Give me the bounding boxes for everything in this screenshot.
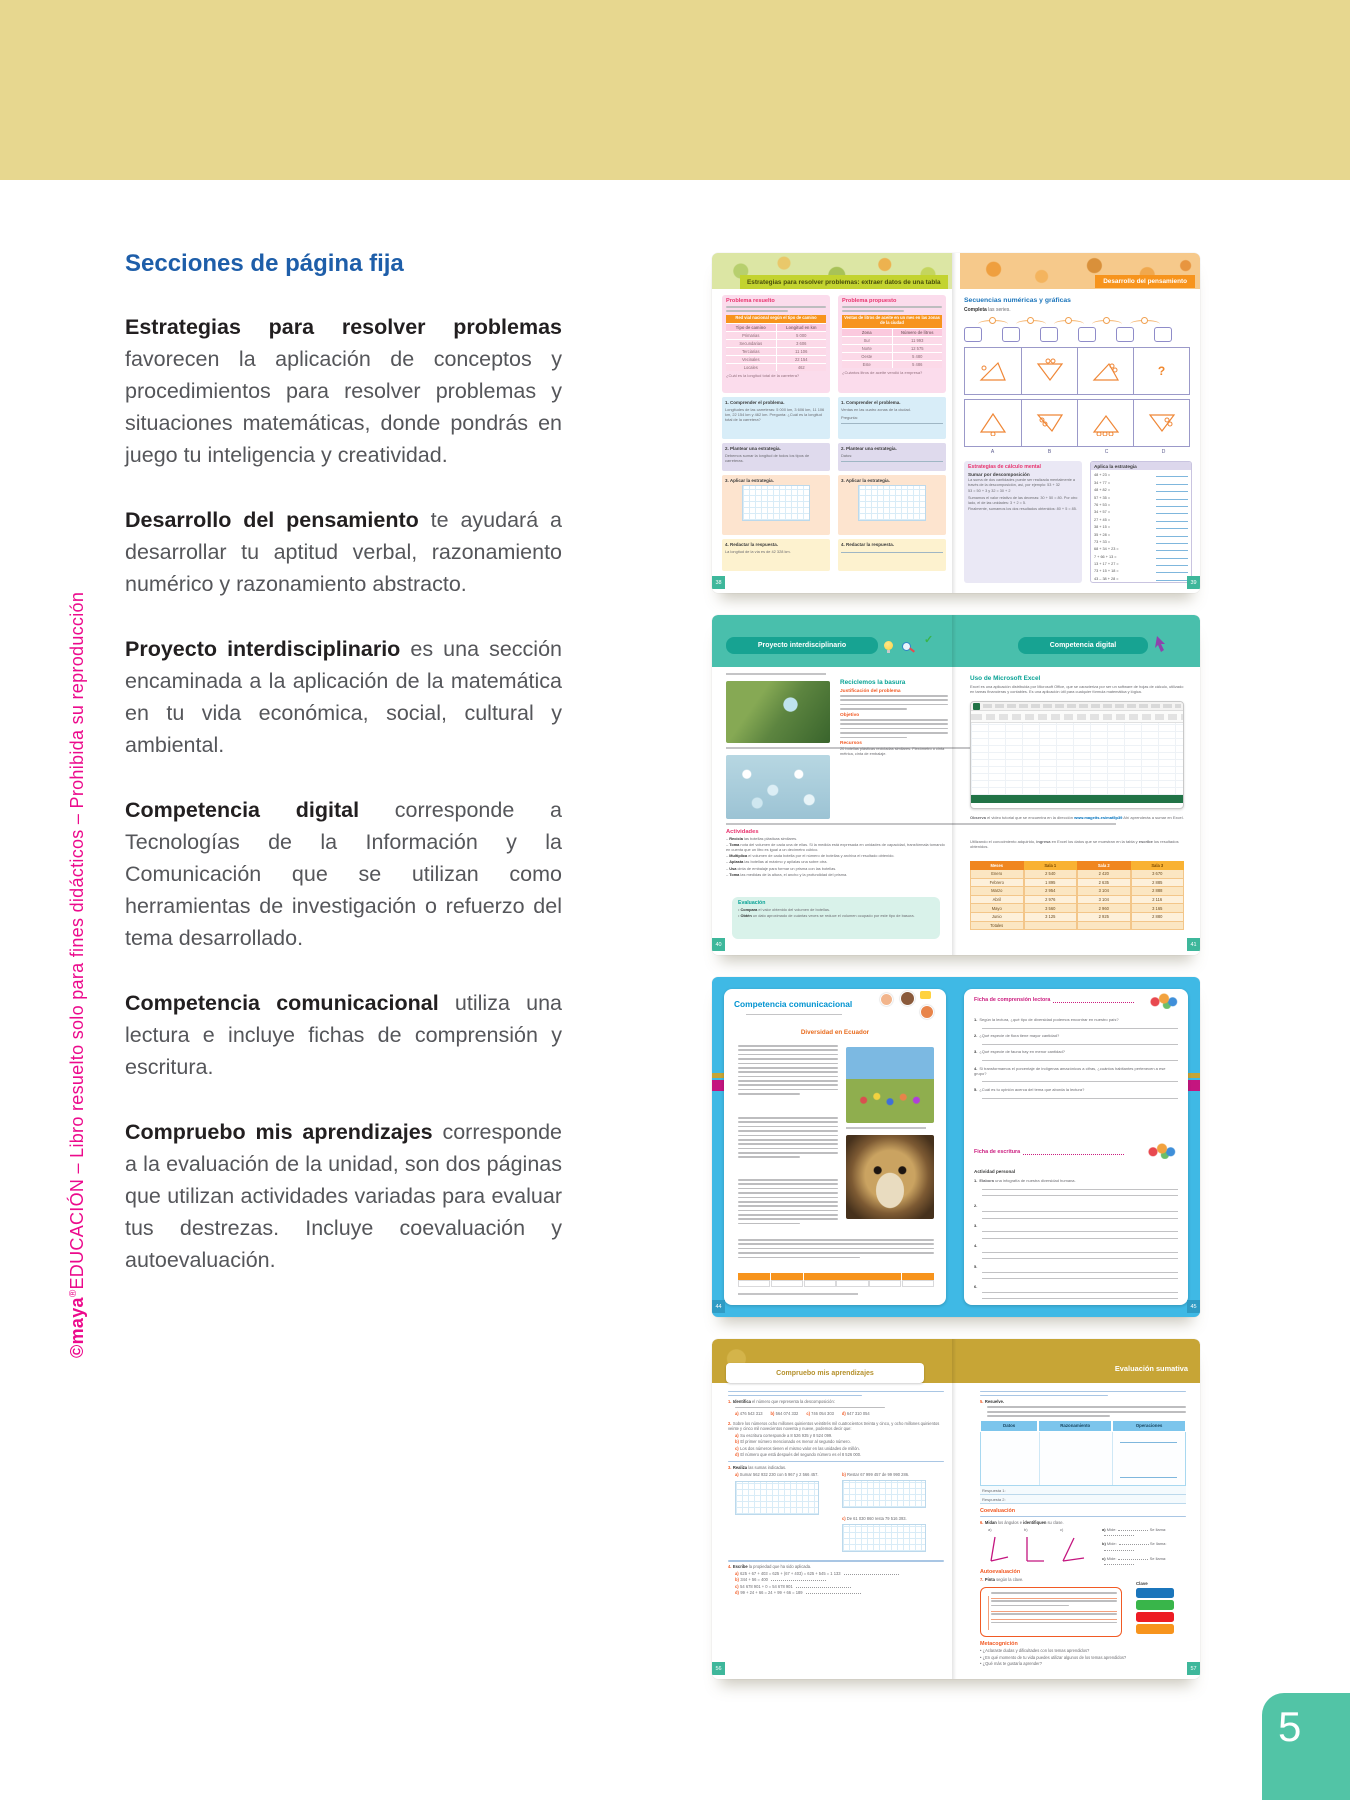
property-item: a) 625 + 67 + 403 = 625 + (67 + 403) = 625 + 545 = 1 133 bbox=[735, 1571, 944, 1577]
ficha-comprension-heading: Ficha de comprensión lectora bbox=[974, 997, 1134, 1003]
triangle-icon bbox=[1091, 410, 1121, 436]
intro-lines bbox=[726, 306, 826, 312]
activity-item: – Toma nota del volumen de cada una de ellas. Si la medida está expresada en unidades de capacidad, transfórmala tomando en cuenta que un litro es igual a un decímetro cúbico. bbox=[726, 842, 945, 853]
writing-item: 4. bbox=[974, 1243, 1178, 1259]
writing-item: 6. bbox=[974, 1284, 1178, 1300]
comprehension-question: 2. ¿Qué especie de flora tiene mayor cantidad? bbox=[974, 1033, 1178, 1045]
exercise-4: 4. Escribe la propiedad que ha sido aplicada. a) 625 + 67 + 403 = 625 + (67 + 403) = 625 + 545 = 1 133 b) 344 + 56 = 400 c) 54 678 901 + 0 = 54 678 901 d) 99 + 24 + 66 = 24 + 99 + 66 = 189 bbox=[728, 1564, 944, 1596]
triangle-icon bbox=[1147, 410, 1177, 436]
exercise-3: 3. Realiza las sumas indicadas. a) Sumar 562 932 230 con 5 967 y 2 566 457. b) Restar 67 999 457 de 99 990 286. c) De 61 030 860 resta 79 516 393. bbox=[728, 1465, 944, 1559]
triangle-icon bbox=[1035, 358, 1065, 384]
section-title: Secciones de página fija bbox=[125, 250, 404, 277]
calculation-grid bbox=[742, 485, 810, 521]
proyecto-label: Proyecto interdisciplinario bbox=[726, 637, 878, 654]
problema-propuesto-panel bbox=[838, 295, 946, 393]
avatar bbox=[880, 993, 893, 1006]
step1-box: 1. Comprender el problema. Ventas en las cuatro zonas de la ciudad. Pregunta: bbox=[838, 397, 946, 439]
exercise-6: 6. Midan los ángulos e identifiquen su clase. a) b) c) a) Mide: Se llama: b) Mide: Se llama: c) Mide: Se llama: bbox=[980, 1520, 1186, 1570]
ex3-item-c: c) De 61 030 860 resta 79 516 393. bbox=[842, 1516, 942, 1552]
calculation-grid bbox=[735, 1481, 819, 1515]
writing-item: 5. bbox=[974, 1264, 1178, 1280]
competencia-digital-label: Competencia digital bbox=[1018, 637, 1148, 654]
page-number-tab: 45 bbox=[1187, 1300, 1200, 1313]
table-row: Enero 2 540 2 420 3 670 bbox=[970, 870, 1184, 879]
actividad-personal-heading: Actividad personal bbox=[974, 1169, 1016, 1174]
exercise-row: 38 + 15 = bbox=[1091, 522, 1191, 529]
watermark-brand2: EDUCACIÓN bbox=[67, 1178, 87, 1290]
exercise-7: 7. Pinta según la clave. Clave bbox=[980, 1577, 1186, 1641]
excel-grid bbox=[971, 723, 1183, 795]
exercise-row: 34 + 77 = bbox=[1091, 477, 1191, 484]
exercise-1-options: a) 476 543 313 b) 564 074 332 c) 746 054 303 d) 647 310 054 bbox=[735, 1411, 870, 1417]
excel-logo-icon bbox=[973, 703, 980, 710]
objetivo-heading: Objetivo bbox=[840, 712, 860, 718]
exercise-row: 48 + 23 = bbox=[1091, 470, 1191, 477]
page-number-tab: 41 bbox=[1187, 938, 1200, 951]
mide-answers bbox=[1102, 1527, 1186, 1570]
metacognicion-bullets bbox=[980, 1648, 1186, 1667]
page-fold bbox=[952, 615, 960, 955]
exercise-row: 48 + 82 = bbox=[1091, 485, 1191, 492]
ex3-item-a: a) Sumar 562 932 230 con 5 967 y 2 566 457. bbox=[735, 1472, 835, 1515]
meta-bullet: • ¿Aclaraste dudas y dificultades con los temas aprendidos? bbox=[980, 1648, 1090, 1654]
page-number-tab: 40 bbox=[712, 938, 725, 951]
paragraph-compruebo: Compruebo mis aprendizajes corresponde a la evaluación de la unidad, son dos páginas que utilizan actividades variadas para evaluar tus destrezas. Incluye coevaluación y autoevaluación. bbox=[125, 1120, 562, 1272]
page-number-tab: 56 bbox=[712, 1662, 725, 1675]
avatar bbox=[920, 1005, 934, 1019]
exercise-row: 13 + 17 + 27 = bbox=[1091, 559, 1191, 566]
operations-lines bbox=[1120, 1442, 1177, 1478]
answer-line bbox=[1156, 554, 1188, 559]
exercise-row: 27 + 45 = bbox=[1091, 514, 1191, 521]
exercise-row: 7 + 66 + 13 = bbox=[1091, 551, 1191, 558]
respuesta-line: Respuesta 2: bbox=[980, 1495, 1186, 1504]
table-row: Vecinales 22 154 bbox=[726, 355, 826, 363]
paragraph-digital: Competencia digital corresponde a Tecnologías de la Información y la Comunicación que se utilizan como herramientas de investigación o refuerzo del tema desarrollado. bbox=[125, 798, 562, 950]
exercise-row: 73 + 15 + 18 = bbox=[1091, 566, 1191, 573]
photo-caption bbox=[846, 1127, 926, 1129]
lectura-card bbox=[724, 989, 946, 1305]
salas-table bbox=[970, 861, 1184, 930]
option: d) El número que está después del segundo número es el 8 526 000. bbox=[735, 1452, 862, 1458]
activity-item: – Aplasta las botellas al máximo y apílalas una sobre otra. bbox=[726, 859, 828, 865]
article-text bbox=[738, 1239, 934, 1261]
justificacion-heading: Justificación del problema bbox=[840, 688, 901, 694]
answer-line bbox=[1156, 546, 1188, 551]
angle-figure-c bbox=[1058, 1534, 1086, 1564]
coevaluacion-heading: Coevaluación bbox=[980, 1508, 1016, 1515]
video-link[interactable]: www.mageits.es/mat5p39 bbox=[1074, 815, 1123, 820]
writing-item-1: 1. Elabora una infografía de nuestra diversidad humana. bbox=[974, 1178, 1178, 1196]
question-text: ¿Cuál es la longitud total de la carretera? bbox=[726, 372, 800, 378]
excel-heading: Uso de Microsoft Excel bbox=[970, 675, 1041, 682]
problema-resuelto-column bbox=[722, 295, 830, 571]
exercise-row: 43 – 38 + 28 = bbox=[1091, 573, 1191, 580]
clave-chip-orange bbox=[1136, 1624, 1174, 1634]
calculation-grid bbox=[842, 1480, 926, 1508]
secuencias-heading: Secuencias numéricas y gráficas bbox=[964, 297, 1071, 304]
activity-item: – Recicla las botellas plásticas similares. bbox=[726, 837, 798, 841]
copyright-watermark bbox=[67, 388, 101, 1358]
standards-lines bbox=[728, 1391, 944, 1396]
activity-item: – Multiplica el volumen de cada botella por el número de botellas y archiva el resultado obtenido. bbox=[726, 853, 895, 859]
page-number-tab: 38 bbox=[712, 576, 725, 589]
comprehension-question: 1. Según la lectura, ¿qué tipo de diversidad podemos encontrar en nuestro país? bbox=[974, 1017, 1178, 1029]
table-row: Este 5 486 bbox=[842, 360, 942, 368]
spread-title-left: Estrategias para resolver problemas: extraer datos de una tabla bbox=[740, 275, 948, 289]
folk-dancers-photo bbox=[846, 1047, 934, 1123]
mide-row: a) Mide: Se llama: bbox=[1102, 1527, 1186, 1538]
exercise-row: 35 + 28 = bbox=[1091, 529, 1191, 536]
clave-chip-green bbox=[1136, 1600, 1174, 1610]
table-row: Norte 12 575 bbox=[842, 344, 942, 352]
main-text-column bbox=[125, 250, 562, 1276]
answer-line bbox=[1156, 509, 1188, 514]
subtitle-line bbox=[726, 673, 826, 675]
article-text bbox=[738, 1117, 838, 1161]
angle-figure-a bbox=[986, 1534, 1012, 1564]
triangle-icon bbox=[1091, 358, 1121, 384]
comprehension-question: 3. ¿Qué especie de fauna hay en menor cantidad? bbox=[974, 1049, 1178, 1061]
table-row: Sur 11 993 bbox=[842, 336, 942, 344]
paragraph-comunicacional: Competencia comunicacional utiliza una lectura e incluye fichas de comprensión y escritura. bbox=[125, 991, 562, 1079]
paragraph-estrategias: Estrategias para resolver problemas favorecen la aplicación de conceptos y procedimientos para resolver problemas y situaciones matemáticas, donde pondrás en juego tu inteligencia y creatividad. bbox=[125, 315, 562, 467]
excel-screenshot bbox=[970, 701, 1184, 809]
answer-line bbox=[1156, 487, 1188, 492]
triangle-icon bbox=[978, 358, 1008, 384]
page-number-tab: 57 bbox=[1187, 1662, 1200, 1675]
fichas-card bbox=[964, 989, 1188, 1305]
answer-line bbox=[1156, 576, 1188, 581]
table-row: Totales bbox=[970, 922, 1184, 931]
questions-list bbox=[974, 1017, 1178, 1103]
gold-stripe bbox=[712, 1073, 724, 1078]
gold-stripe bbox=[1188, 1073, 1200, 1078]
calculation-grid bbox=[858, 485, 926, 521]
intro-lines bbox=[842, 306, 942, 312]
excel-ribbon bbox=[971, 711, 1183, 723]
thumbnail-comunicacional-spread bbox=[712, 977, 1200, 1317]
exercise-row: 76 + 53 = bbox=[1091, 500, 1191, 507]
thumbnail-evaluacion-spread bbox=[712, 1339, 1200, 1679]
writing-item: 2. bbox=[974, 1203, 1178, 1219]
ventas-aceite-table: Ventas de litros de aceite en un mes en las zonas de la ciudad Zona Número de litros Sur 11 993 Norte 12 575 Oeste 5 480 Este 5 486 bbox=[842, 315, 942, 368]
paragraph-desarrollo: Desarrollo del pensamiento te ayudará a desarrollar tu aptitud verbal, razonamiento numérico y razonamiento abstracto. bbox=[125, 508, 562, 596]
evaluacion-left-page bbox=[728, 1391, 944, 1597]
meta-bullet: • ¿Qué más te gustaría aprender? bbox=[980, 1661, 1042, 1667]
answer-line bbox=[1156, 495, 1188, 500]
completa-instruction: Completa las series. bbox=[964, 307, 1011, 313]
exercise-row: 57 + 35 = bbox=[1091, 492, 1191, 499]
page-fold bbox=[952, 253, 960, 593]
article-text bbox=[738, 1045, 838, 1098]
step1-box: 1. Comprender el problema. Longitudes de las carreteras: 5 000 km, 3 606 km, 11 106 km, 22 154 km y 462 km. Pregunta: ¿Cuál es la longitud total de la carretera? bbox=[722, 397, 830, 439]
aplica-estrategia-panel: Aplica la estrategia 48 + 23 = 34 + 77 = 48 + 82 = 57 + 35 = 76 + 53 = 34 + 57 = 27 + 45 = 38 + 15 = 35 + 28 = 73 + 33 = 68 + 34 + 23 = 7 + 66 + 13 = 13 + 17 + 27 = 73 + 15 + 18 = 43 – 38 + 28 = bbox=[1090, 461, 1192, 583]
shape-series-grid-2 bbox=[964, 399, 1190, 447]
table-row: Locales 462 bbox=[726, 363, 826, 371]
comunicacional-heading: Competencia comunicacional bbox=[734, 999, 853, 1009]
hand-cursor-icon bbox=[1154, 635, 1168, 653]
article-text bbox=[738, 1179, 838, 1227]
magenta-stripe bbox=[1188, 1080, 1200, 1091]
answer-line bbox=[1156, 524, 1188, 529]
table-row: Marzo 2 954 3 104 2 888 bbox=[970, 887, 1184, 896]
recursos-heading: Recursos bbox=[840, 740, 862, 746]
writing-item: 3. bbox=[974, 1223, 1178, 1239]
photo-caption bbox=[726, 823, 1116, 825]
number-sequence-diagram bbox=[964, 317, 1192, 343]
spread-title-right: Desarrollo del pensamiento bbox=[1095, 275, 1195, 288]
kids-reading-illustration bbox=[1144, 1141, 1180, 1159]
table-row: Secundarias 3 606 bbox=[726, 339, 826, 347]
evaluation-item: • Compara el valor obtenido del volumen de botellas. bbox=[738, 906, 831, 912]
subtitle-line bbox=[746, 1014, 842, 1016]
criteria-box bbox=[980, 1587, 1122, 1637]
property-item: d) 99 + 24 + 66 = 24 + 99 + 66 = 189 bbox=[735, 1590, 944, 1596]
option: c) Los dos números tienen el mismo valor en las unidades de millón. bbox=[735, 1445, 860, 1451]
question-mark: ? bbox=[1157, 364, 1166, 378]
question-text: ¿Cuántos litros de aceite vendió la empresa? bbox=[842, 369, 923, 375]
magenta-stripe bbox=[712, 1080, 724, 1091]
step4-box: 4. Redactar la respuesta. La longitud de la vía es de 42 328 km. bbox=[722, 539, 830, 571]
triangle-icon bbox=[1035, 410, 1065, 436]
step2-box: 2. Plantear una estrategia. Debemos sumar la longitud de todos los tipos de carreteras. bbox=[722, 443, 830, 471]
paragraph-proyecto: Proyecto interdisciplinario es una sección encaminada a la aplicación de la matemática en tu vida económica, social, cultural y ambiental. bbox=[125, 637, 562, 757]
option-letters: A B C D bbox=[990, 449, 1166, 455]
page-number: 5 bbox=[1278, 1703, 1302, 1750]
triangle-icon bbox=[978, 410, 1008, 436]
answer-line bbox=[1156, 502, 1188, 507]
datos-table-header: Datos Razonamiento Operaciones bbox=[980, 1420, 1186, 1432]
ex3-item-b: b) Restar 67 999 457 de 99 990 286. bbox=[842, 1472, 942, 1508]
ficha-escritura-heading: Ficha de escritura bbox=[974, 1149, 1124, 1155]
top-color-band bbox=[0, 0, 1350, 180]
compruebo-label: Compruebo mis aprendizajes bbox=[726, 1363, 924, 1383]
problema-resuelto-panel bbox=[722, 295, 830, 393]
observa-paragraph: Observa el video tutorial que se encuentra en la dirección www.mageits.es/mat5p39 Ahí aprenderás a sumar en Excel. bbox=[970, 815, 1184, 820]
angle-figure-b bbox=[1022, 1534, 1048, 1564]
mini-table-header bbox=[738, 1273, 934, 1280]
option: b) El primer número mencionado es menor al segundo número. bbox=[735, 1439, 851, 1445]
exercise-row: 68 + 34 + 23 = bbox=[1091, 544, 1191, 551]
table-row: Junio 3 125 2 925 2 880 bbox=[970, 913, 1184, 922]
step3-box: 3. Aplicar la estrategia. bbox=[838, 475, 946, 535]
shape-series-grid-1 bbox=[964, 347, 1190, 395]
excel-status-bar bbox=[971, 795, 1183, 803]
proyecto-text-column: Reciclemos la basura Justificación del problema Objetivo Recursos 20 botellas plásticas recicladas similares. Flexómetro o cinta métrica, cinta de embalaje. bbox=[840, 679, 948, 758]
evaluacion-box: Evaluación • Compara el valor obtenido del volumen de botellas. • Obtén un dato aproximado de cuántas veces se reduce el volumen ocupado por este tipo de basura. bbox=[732, 897, 940, 939]
meta-bullet: • ¿En qué momento de tu vida puedes utilizar algunos de los temas aprendidos? bbox=[980, 1654, 1127, 1660]
evaluacion-right-page bbox=[980, 1391, 1186, 1668]
table-row: Primarias 5 000 bbox=[726, 331, 826, 339]
answer-line bbox=[1156, 517, 1188, 522]
answer-line bbox=[1156, 480, 1188, 485]
problema-propuesto-title: Problema propuesto bbox=[842, 298, 897, 304]
autoevaluacion-heading: Autoevaluación bbox=[980, 1569, 1021, 1576]
recycling-photo bbox=[726, 681, 830, 743]
bottles-photo bbox=[726, 755, 830, 819]
clave-legend: Clave bbox=[1136, 1581, 1174, 1637]
answer-line bbox=[1156, 532, 1188, 537]
clave-chip-red bbox=[1136, 1612, 1174, 1622]
table-row: Abril 2 976 3 104 2 116 bbox=[970, 896, 1184, 905]
calculo-mental-panel: Estrategias de cálculo mental Sumar por descomposición La suma de dos cantidades puede ser realizada mentalmente a través de la descomposición, así, por ejemplo: 53 + 32 53 = 50 + 3 y 32 = 30 + 2 Sumamos el valor relativo de las decenas: 30 + 50 = 80. Por otro lado, el de las unidades: 3 + 2 = 5. Finalmente, sumamos los dos resultados obtenidos: 80 + 5 = 85. bbox=[964, 461, 1082, 583]
exercise-1: 1. Identifica el número que representa la descomposición: a) 476 543 313 b) 564 074 332 c) 746 054 303 d) 647 310 054 bbox=[728, 1399, 944, 1416]
exercise-row: 73 + 33 = bbox=[1091, 537, 1191, 544]
speech-bubble-icon bbox=[920, 991, 931, 999]
table-row: Oeste 5 480 bbox=[842, 352, 942, 360]
kids-illustration bbox=[1146, 991, 1182, 1009]
page-number-box bbox=[1262, 1693, 1350, 1800]
calculation-grid bbox=[842, 1524, 926, 1552]
watermark-text: – Libro resuelto solo para fines didácticos – Prohibida su reproducción bbox=[67, 591, 87, 1179]
step3-box: 3. Aplicar la estrategia. bbox=[722, 475, 830, 535]
table-row: Febrero 1 895 2 635 2 885 bbox=[970, 879, 1184, 888]
respuesta-line: Respuesta 1: bbox=[980, 1486, 1186, 1495]
answer-line bbox=[1156, 539, 1188, 544]
clave-chip-blue bbox=[1136, 1588, 1174, 1598]
activity-item: – Usa cinta de embalaje para formar un prisma con las botellas. bbox=[726, 865, 837, 871]
step2-box: 2. Plantear una estrategia. Datos: bbox=[838, 443, 946, 471]
watermark-brand: ©maya bbox=[67, 1297, 87, 1358]
answer-line bbox=[1156, 561, 1188, 566]
lightbulb-icon bbox=[884, 637, 893, 655]
answer-line bbox=[1156, 568, 1188, 573]
page-number-tab: 39 bbox=[1187, 576, 1200, 589]
writing-items bbox=[974, 1203, 1178, 1304]
source-note bbox=[738, 1293, 858, 1295]
magnifier-icon bbox=[902, 638, 911, 656]
problema-resuelto-title: Problema resuelto bbox=[726, 298, 775, 304]
mini-table-row bbox=[738, 1280, 934, 1287]
thumbnail-estrategias-spread bbox=[712, 253, 1200, 593]
red-vial-table: Red vial nacional según el tipo de camino Tipo de camino Longitud en km Primarias 5 000 Secundarias 3 606 Terciarias 11 106 Vecinales 22 154 Locales 462 bbox=[726, 315, 826, 371]
salas-table-header: Meses Sala 1 Sala 2 Sala 3 bbox=[970, 861, 1184, 870]
checkmark-icon: ✓ bbox=[924, 634, 934, 646]
property-item: c) 54 678 901 + 0 = 54 678 901 bbox=[735, 1584, 944, 1590]
avatar bbox=[900, 991, 915, 1006]
exercise-row: 34 + 57 = bbox=[1091, 507, 1191, 514]
page-fold bbox=[952, 1339, 960, 1679]
page-number-tab: 44 bbox=[712, 1300, 725, 1313]
table-row: Mayo 3 560 2 960 3 165 bbox=[970, 904, 1184, 913]
thumbnail-proyecto-spread bbox=[712, 615, 1200, 955]
evaluation-item: • Obtén un dato aproximado de cuántas veces se reduce el volumen ocupado por este tipo de basura. bbox=[738, 912, 915, 918]
excel-intro: Excel es una aplicación distribuida por Microsoft Office, que se caracteriza por ser un software de hojas de cálculo, utilizado en tareas financieras y contables. Es una aplicación útil para cualquier fórmula matemática y lógica. bbox=[970, 684, 1184, 694]
problema-propuesto-column bbox=[838, 295, 946, 571]
activity-item: – Toma las medidas de la altura, el ancho y la profundidad del prisma. bbox=[726, 871, 848, 877]
monkey-photo bbox=[846, 1135, 934, 1219]
standards-lines bbox=[980, 1391, 1186, 1396]
exercise-5: 5. Resuelve. Datos Razonamiento Operaciones Respuesta 1: Respuesta 2: bbox=[980, 1399, 1186, 1504]
option: a) Su escritura corresponde a 8 526 935 y 8 524 099. bbox=[735, 1432, 833, 1438]
comprehension-question: 4. Si transformamos el porcentaje de indígenas amazónicos a cifras, ¿cuántos habitantes pertenecen a ese grupo? bbox=[974, 1066, 1178, 1083]
registered-icon: ® bbox=[68, 1289, 79, 1298]
actividades-heading: Actividades bbox=[726, 829, 759, 835]
evaluacion-sumativa-label: Evaluación sumativa bbox=[1114, 1364, 1188, 1373]
datos-table-body bbox=[980, 1432, 1186, 1486]
comprehension-question: 5. ¿Cuál es tu opinión acerca del tema que aborda la lectura? bbox=[974, 1087, 1178, 1099]
actividades-section bbox=[726, 829, 948, 899]
mide-row: c) Mide: Se llama: bbox=[1102, 1556, 1186, 1567]
step4-box: 4. Redactar la respuesta. bbox=[838, 539, 946, 571]
metacognicion-heading: Metacognición bbox=[980, 1640, 1018, 1647]
answer-line bbox=[1156, 472, 1188, 477]
reciclemos-heading: Reciclemos la basura bbox=[840, 679, 906, 686]
ingresa-paragraph: Utilizando el conocimiento adquirido, ingresa en Excel los datos que se muestran en la tabla y escribe los resultados obtenidos. bbox=[970, 839, 1179, 850]
exercise-2: 2. Sobre los números ocho millones quinientos veintitrés mil cuatrocientos treinta y cinco, y ocho millones quinientos veinte y cinco mil novecientos noventa y nueve, podemos decir que: a) Su escritura corresponde a 8 526 935 y 8 524 099. b) El primer número mencionado es menor al segundo número. c) Los dos números tienen el mismo valor en las unidades de millón. d) El número que está después del segundo número es el 8 526 000. bbox=[728, 1421, 944, 1458]
mide-row: b) Mide: Se llama: bbox=[1102, 1541, 1186, 1552]
property-item: b) 344 + 56 = 400 bbox=[735, 1577, 944, 1583]
table-row: Terciarias 11 106 bbox=[726, 347, 826, 355]
article-title: Diversidad en Ecuador bbox=[800, 1029, 870, 1036]
